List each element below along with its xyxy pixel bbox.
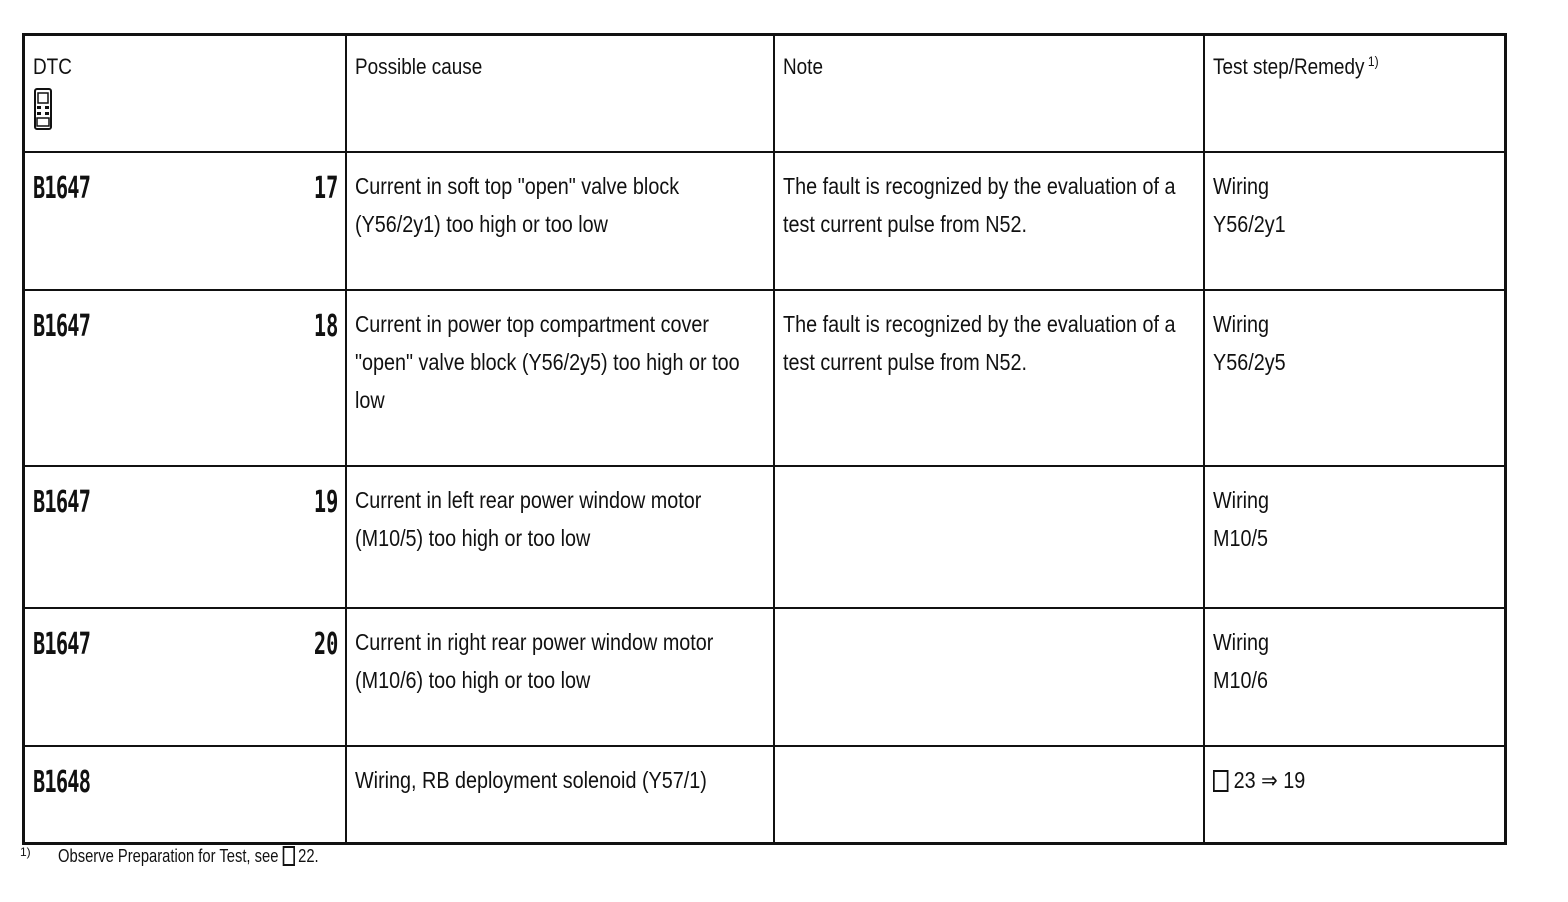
note-cell: [774, 466, 1204, 608]
table-row: [24, 746, 1506, 844]
dtc-table: [22, 33, 1507, 845]
remedy-line2: M10/6: [1212, 666, 1268, 693]
cause-text: Current in soft top "open" valve block (Y56/2y1) too high or too low: [354, 172, 679, 237]
header-row: [24, 35, 1506, 152]
footnote-text: Observe Preparation for Test, see: [58, 846, 279, 866]
dtc-subcode: 18: [314, 309, 339, 344]
remedy-line1: Wiring: [1212, 628, 1269, 655]
cause-cell: [346, 608, 774, 746]
header-dtc: [24, 35, 346, 152]
remedy-text: [1213, 167, 1496, 243]
dtc-cell: [24, 746, 346, 844]
remedy-text: [1213, 305, 1496, 381]
dtc-cell: [24, 608, 346, 746]
note-text: The fault is recognized by the evaluation of a test current pulse from N52.: [782, 172, 1176, 237]
remedy-line1: Wiring: [1212, 310, 1269, 337]
cause-cell: [346, 290, 774, 466]
remedy-line2: M10/5: [1212, 524, 1268, 551]
dtc-subcode: 19: [314, 485, 339, 520]
header-remedy: [1204, 35, 1506, 152]
header-dtc-label: DTC: [33, 54, 72, 79]
remedy-text: [1213, 481, 1496, 557]
table-row: [24, 466, 1506, 608]
footnote-marker: 1): [20, 845, 31, 859]
dtc-subcode: 17: [314, 171, 339, 206]
page-reference-box-icon: [1213, 770, 1228, 792]
footnote: [20, 846, 376, 867]
remedy-cell: [1204, 152, 1506, 290]
cause-cell: [346, 152, 774, 290]
dtc-code: B1647: [33, 309, 91, 344]
remedy-cell: [1204, 290, 1506, 466]
dtc-subcode: 20: [314, 627, 339, 662]
page-reference-box-icon: [283, 846, 295, 866]
dtc-code: B1647: [33, 171, 91, 206]
note-cell: [774, 746, 1204, 844]
cause-text: Current in power top compartment cover "open" valve block (Y56/2y5) too high or too low: [354, 310, 740, 413]
dtc-code: B1647: [33, 485, 91, 520]
dtc-code: B1647: [33, 627, 91, 662]
header-note-label: Note: [782, 54, 823, 79]
dtc-cell: [24, 152, 346, 290]
table-row: [24, 608, 1506, 746]
dtc-cell: [24, 466, 346, 608]
remedy-cell: [1204, 746, 1506, 844]
footnote-reference: 22.: [298, 846, 319, 866]
dtc-code: B1648: [33, 765, 91, 800]
remedy-cell: [1204, 608, 1506, 746]
note-cell: [774, 290, 1204, 466]
header-note: [774, 35, 1204, 152]
remedy-text: [1213, 623, 1496, 699]
cause-cell: [346, 746, 774, 844]
remedy-reference: 23 ⇒ 19: [1233, 766, 1305, 793]
cause-text: Current in left rear power window motor (M10/5) too high or too low: [354, 486, 701, 551]
table-row: [24, 152, 1506, 290]
remedy-line2: Y56/2y1: [1212, 210, 1286, 237]
header-cause: [346, 35, 774, 152]
footnote-mark: 1): [1367, 53, 1379, 69]
remedy-cell: [1204, 466, 1506, 608]
diagnostic-tester-icon: [33, 88, 53, 130]
header-remedy-label-wrap: [1213, 52, 1379, 82]
note-cell: [774, 608, 1204, 746]
header-cause-label: Possible cause: [354, 54, 482, 79]
remedy-line1: Wiring: [1212, 172, 1269, 199]
cause-text: Wiring, RB deployment solenoid (Y57/1): [354, 766, 707, 793]
table-row: [24, 290, 1506, 466]
remedy-line2: Y56/2y5: [1212, 348, 1286, 375]
note-text: The fault is recognized by the evaluation of a test current pulse from N52.: [782, 310, 1176, 375]
footnote-text-wrap: [58, 846, 319, 867]
dtc-cell: [24, 290, 346, 466]
remedy-line1: Wiring: [1212, 486, 1269, 513]
remedy-text: [1213, 761, 1496, 799]
note-cell: [774, 152, 1204, 290]
header-remedy-label: Test step/Remedy: [1212, 54, 1364, 79]
cause-cell: [346, 466, 774, 608]
cause-text: Current in right rear power window motor (M10/6) too high or too low: [354, 628, 713, 693]
